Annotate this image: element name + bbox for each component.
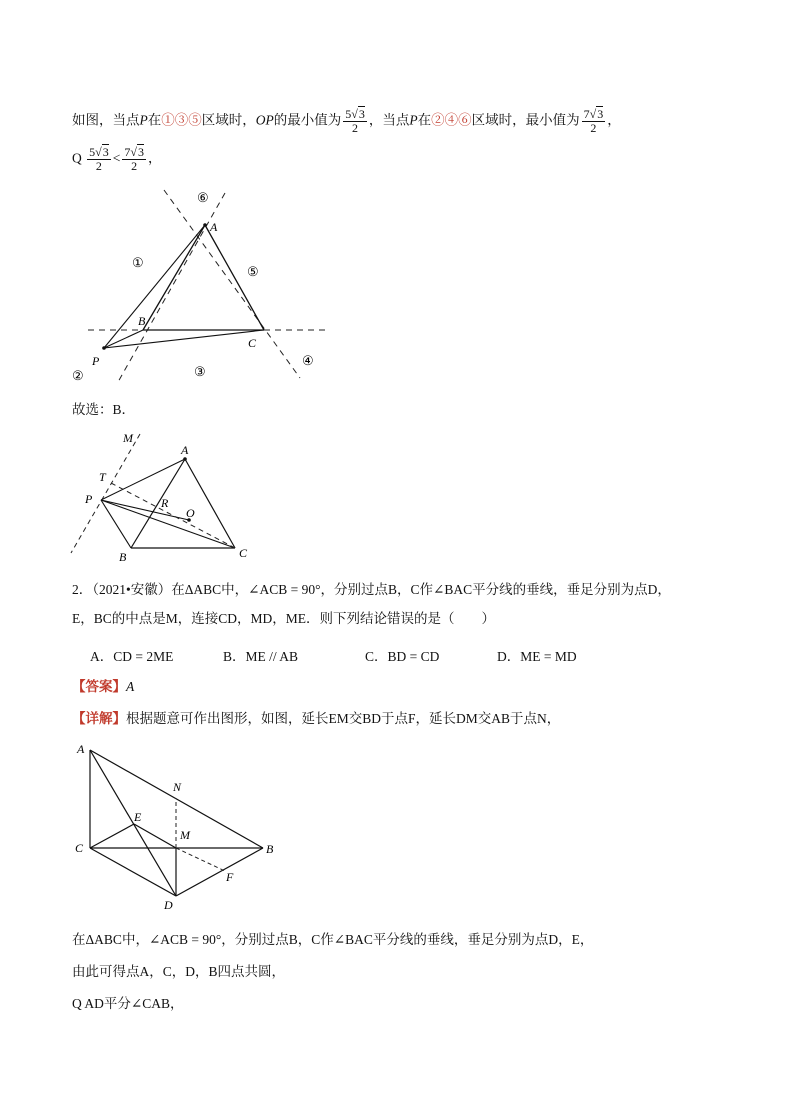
label-r: R — [161, 496, 169, 510]
label-c: C — [239, 546, 248, 560]
solution-line-2: Q $\frac{5√3}{2}$ < $\frac{7√3}{2}$ ， — [72, 145, 162, 173]
dashed-line-ab — [118, 193, 225, 382]
point-a — [183, 457, 187, 461]
point-p — [102, 346, 106, 350]
detail-text: 根据题意可作出图形，如图，延长EM交BD于点F，延长DM交AB于点N， — [126, 711, 561, 726]
figure-acdb — [70, 740, 285, 915]
fraction-7-root3-over-2: $\frac{7√3}{2}$ — [583, 107, 604, 135]
option-a: A．CD = 2ME — [90, 649, 174, 664]
segment-pc — [104, 330, 264, 348]
fraction-5-root3-over-2-b: $\frac{5√3}{2}$ — [89, 145, 109, 173]
label-a: A — [77, 742, 85, 756]
answer-value: A — [126, 679, 135, 694]
fraction-5-root3-over-2: $\frac{5√3}{2}$ — [345, 107, 365, 135]
answer-line — [72, 677, 134, 697]
label-d: D — [164, 898, 173, 912]
region-2: ② — [72, 368, 84, 383]
after-line-1: 在ΔABC中，∠ACB = 90°，分别过点B，C作∠BAC平分线的垂线，垂足分别为点D，E， — [72, 932, 594, 947]
detail-tag: 【详解】 — [72, 711, 126, 726]
dashed-line-ac — [164, 190, 300, 378]
question-2-line-1: 2．（2021•安徽）在ΔABC中，∠ACB = 90°，分别过点B，C作∠BAC平分线的垂线，垂足分别为点D， — [72, 582, 671, 597]
label-p: P — [92, 354, 100, 368]
label-o: O — [186, 506, 195, 520]
dashed-line-mf — [176, 848, 225, 871]
segment-ad — [90, 750, 176, 896]
region-4: ④ — [302, 353, 314, 368]
label-p: P — [85, 492, 93, 506]
label-b: B — [119, 550, 127, 564]
option-d: D．ME = MD — [497, 649, 577, 664]
segment-pb — [101, 500, 131, 548]
option-b: B．ME // AB — [223, 649, 299, 664]
region-5: ⑤ — [247, 264, 259, 279]
region-1: ① — [132, 255, 144, 270]
regions-246: ②④⑥ — [431, 112, 472, 128]
figure-ptrc — [65, 430, 265, 565]
point-a — [203, 223, 207, 227]
detail-line — [72, 709, 560, 729]
label-b: B — [266, 842, 274, 856]
dashed-line-m — [71, 434, 140, 553]
side-ab — [143, 225, 205, 330]
regions-135: ①③⑤ — [161, 112, 202, 128]
label-c: C — [248, 336, 257, 350]
label-t: T — [99, 470, 106, 484]
label-m: M — [180, 828, 190, 842]
question-2-line-2: E，BC的中点是M，连接CD，MD，ME．则下列结论错误的是（ ） — [72, 611, 496, 626]
segment-ce — [90, 824, 134, 848]
fraction-7-root3-over-2-b: $\frac{7√3}{2}$ — [124, 145, 144, 173]
answer-tag: 【答案】 — [72, 679, 126, 694]
label-e: E — [134, 810, 142, 824]
region-6: ⑥ — [197, 190, 209, 205]
label-m: M — [123, 431, 133, 445]
solution-line-1: 如图，当点P在①③⑤区域时，OP的最小值为 $\frac{5√3}{2}$ ，当点P在②④⑥区域时，最小值为 $\frac{7√3}{2}$ ， — [72, 107, 621, 135]
figure-regions-triangle — [60, 185, 350, 395]
label-a: A — [210, 220, 218, 234]
answer-choice-line: 故选：B． — [72, 402, 136, 417]
after-line-3: Q AD平分∠CAB， — [72, 996, 184, 1011]
label-a: A — [181, 443, 189, 457]
label-c: C — [75, 841, 84, 855]
after-line-2: 由此可得点A，C，D，B四点共圆， — [72, 964, 286, 979]
option-c: C．BD = CD — [365, 649, 440, 664]
segment-db — [176, 848, 263, 896]
label-f: F — [226, 870, 234, 884]
label-b: B — [138, 314, 146, 328]
label-n: N — [173, 780, 182, 794]
segment-cd — [90, 848, 176, 896]
region-3: ③ — [194, 364, 206, 379]
